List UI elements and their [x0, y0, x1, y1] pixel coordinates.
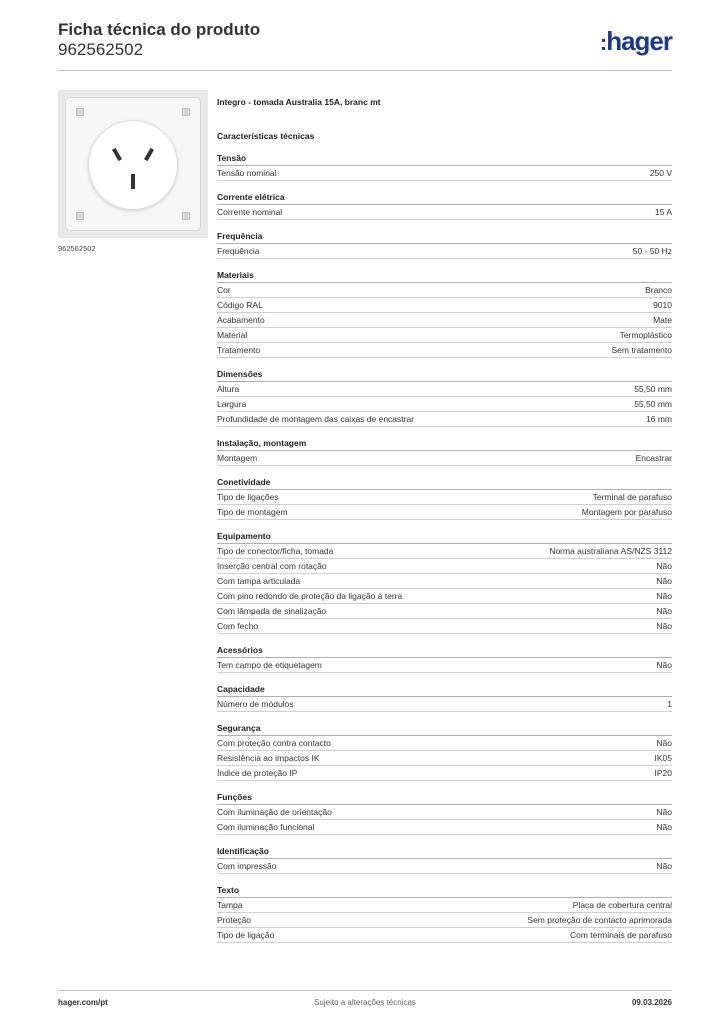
spec-row	[217, 574, 672, 589]
product-code: 962562502	[58, 40, 144, 59]
spec-value: IP20	[654, 768, 672, 778]
spec-value: Terminal de parafuso	[592, 492, 672, 502]
spec-row	[217, 505, 672, 520]
spec-group	[217, 644, 672, 673]
footer-date: 09.03.2026	[631, 998, 672, 1007]
spec-row	[217, 859, 672, 874]
footer-notice: Sujeito a alterações técnicas	[314, 998, 416, 1007]
footer-website: hager.com/pt	[58, 998, 108, 1007]
spec-label: Com pino redondo de proteção da ligação à terra	[217, 591, 403, 601]
spec-row	[217, 766, 672, 781]
spec-label: Índice de proteção IP	[217, 768, 298, 778]
spec-groups	[217, 152, 672, 943]
spec-value: Placa de cobertura central	[572, 900, 672, 910]
spec-label: Resistência ao impactos IK	[217, 753, 320, 763]
spec-row	[217, 898, 672, 913]
spec-value: Não	[656, 606, 672, 616]
pin-slot-icon	[112, 148, 122, 161]
spec-label: Tratamento	[217, 345, 261, 355]
spec-group-title: Dimensões	[217, 368, 672, 382]
header-divider	[58, 70, 672, 71]
screw-icon	[76, 108, 84, 116]
spec-value: Termoplástico	[619, 330, 672, 340]
spec-group	[217, 437, 672, 466]
spec-group	[217, 722, 672, 781]
spec-label: Com proteção contra contacto	[217, 738, 331, 748]
spec-value: 16 mm	[646, 414, 672, 424]
spec-row	[217, 913, 672, 928]
spec-row	[217, 298, 672, 313]
footer-divider	[58, 990, 672, 991]
spec-group	[217, 530, 672, 634]
spec-row	[217, 328, 672, 343]
spec-row	[217, 382, 672, 397]
spec-value: 9010	[653, 300, 672, 310]
spec-group	[217, 884, 672, 943]
spec-label: Proteção	[217, 915, 252, 925]
spec-value: 50 - 50 Hz	[632, 246, 672, 256]
spec-group-title: Corrente elétrica	[217, 191, 672, 205]
spec-value: 55,50 mm	[634, 399, 672, 409]
logo-text: hager	[606, 26, 672, 56]
spec-value: Sem tratamento	[611, 345, 672, 355]
spec-label: Número de módulos	[217, 699, 294, 709]
spec-label: Tem campo de etiquetagem	[217, 660, 322, 670]
earth-slot-icon	[131, 174, 135, 189]
spec-label: Montagem	[217, 453, 258, 463]
spec-group	[217, 191, 672, 220]
spec-label: Código RAL	[217, 300, 263, 310]
spec-label: Com fecho	[217, 621, 259, 631]
spec-row	[217, 283, 672, 298]
product-name: Integro - tomada Australia 15A, branc mt	[217, 97, 381, 107]
spec-group-title: Frequência	[217, 230, 672, 244]
spec-row	[217, 451, 672, 466]
spec-label: Tampa	[217, 900, 243, 910]
spec-group	[217, 683, 672, 712]
spec-label: Corrente nominal	[217, 207, 283, 217]
spec-value: Não	[656, 660, 672, 670]
spec-label: Acabamento	[217, 315, 265, 325]
spec-label: Tipo de montagem	[217, 507, 288, 517]
spec-value: 250 V	[649, 168, 672, 178]
spec-row	[217, 820, 672, 835]
spec-group-title: Equipamento	[217, 530, 672, 544]
spec-row	[217, 244, 672, 259]
screw-icon	[182, 212, 190, 220]
spec-group	[217, 476, 672, 520]
spec-group	[217, 269, 672, 358]
spec-label: Altura	[217, 384, 240, 394]
spec-value: Branco	[645, 285, 672, 295]
spec-row	[217, 559, 672, 574]
spec-value: Não	[656, 861, 672, 871]
spec-content	[217, 96, 672, 943]
spec-value: Não	[656, 591, 672, 601]
spec-group-title: Funções	[217, 791, 672, 805]
spec-label: Tensão nominal	[217, 168, 277, 178]
section-title: Características técnicas	[217, 131, 315, 141]
product-photo	[58, 90, 208, 238]
spec-value: IK05	[654, 753, 672, 763]
spec-label: Tipo de ligação	[217, 930, 275, 940]
spec-label: Com impressão	[217, 861, 277, 871]
spec-value: 55,50 mm	[634, 384, 672, 394]
spec-group-title: Segurança	[217, 722, 672, 736]
pin-slot-icon	[144, 148, 154, 161]
document-title: Ficha técnica do produto	[58, 20, 261, 39]
spec-row	[217, 412, 672, 427]
spec-group-title: Materiais	[217, 269, 672, 283]
spec-group-title: Conetividade	[217, 476, 672, 490]
screw-icon	[76, 212, 84, 220]
spec-group-title: Instalação, montagem	[217, 437, 672, 451]
spec-label: Tipo de ligações	[217, 492, 279, 502]
spec-row	[217, 490, 672, 505]
spec-row	[217, 343, 672, 358]
spec-value: Não	[656, 576, 672, 586]
spec-row	[217, 205, 672, 220]
spec-value: Não	[656, 738, 672, 748]
spec-group	[217, 368, 672, 427]
socket-plate	[66, 98, 200, 230]
spec-row	[217, 313, 672, 328]
spec-label: Inserção central com rotação	[217, 561, 327, 571]
spec-row	[217, 604, 672, 619]
spec-value: 15 A	[654, 207, 672, 217]
spec-row	[217, 658, 672, 673]
spec-value: Norma australiana AS/NZS 3112	[549, 546, 672, 556]
spec-group-title: Texto	[217, 884, 672, 898]
spec-value: Não	[656, 822, 672, 832]
spec-label: Material	[217, 330, 248, 340]
hager-logo	[600, 26, 672, 57]
spec-row	[217, 697, 672, 712]
spec-value: Encastrar	[635, 453, 672, 463]
spec-row	[217, 166, 672, 181]
spec-label: Tipo de conector/ficha, tomada	[217, 546, 334, 556]
spec-value: Não	[656, 561, 672, 571]
spec-group-title: Identificação	[217, 845, 672, 859]
spec-row	[217, 751, 672, 766]
spec-label: Com iluminação de orientação	[217, 807, 332, 817]
spec-row	[217, 928, 672, 943]
screw-icon	[182, 108, 190, 116]
spec-group-title: Acessórios	[217, 644, 672, 658]
spec-row	[217, 589, 672, 604]
spec-value: 1	[667, 699, 672, 709]
spec-label: Cor	[217, 285, 231, 295]
spec-value: Montagem por parafuso	[581, 507, 672, 517]
spec-row	[217, 805, 672, 820]
spec-group	[217, 845, 672, 874]
photo-caption: 962562502	[58, 244, 96, 253]
spec-value: Sem proteção de contacto aprimorada	[527, 915, 672, 925]
logo-dots: :	[599, 30, 607, 55]
spec-row	[217, 736, 672, 751]
spec-group-title: Capacidade	[217, 683, 672, 697]
spec-value: Mate	[653, 315, 672, 325]
spec-row	[217, 544, 672, 559]
spec-group	[217, 791, 672, 835]
spec-value: Não	[656, 621, 672, 631]
spec-label: Profundidade de montagem das caixas de encastrar	[217, 414, 415, 424]
spec-label: Com tampa articulada	[217, 576, 301, 586]
spec-value: Com terminais de parafuso	[569, 930, 672, 940]
spec-row	[217, 619, 672, 634]
spec-group	[217, 230, 672, 259]
spec-group-title: Tensão	[217, 152, 672, 166]
spec-group	[217, 152, 672, 181]
spec-value: Não	[656, 807, 672, 817]
spec-label: Largura	[217, 399, 247, 409]
document-header	[58, 20, 260, 60]
socket-icon	[88, 120, 178, 210]
spec-row	[217, 397, 672, 412]
spec-label: Frequência	[217, 246, 260, 256]
spec-label: Com iluminação funcional	[217, 822, 315, 832]
spec-label: Com lâmpada de sinalização	[217, 606, 327, 616]
